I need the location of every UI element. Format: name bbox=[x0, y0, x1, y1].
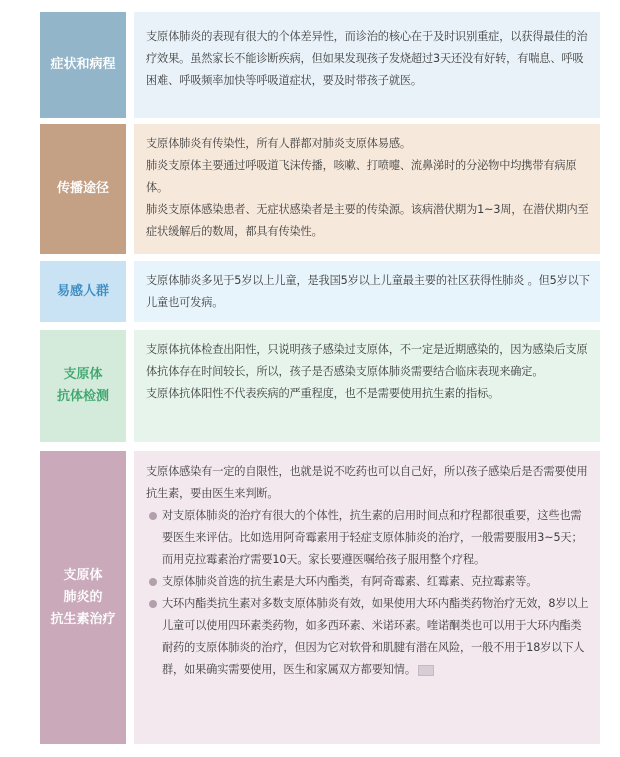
section-susceptible bbox=[40, 261, 600, 322]
bullet-dot-icon bbox=[149, 512, 157, 520]
section-transmission-content bbox=[134, 124, 600, 254]
section-antibiotic-treatment-label-text: 支原体 肺炎的 抗生素治疗 bbox=[50, 567, 116, 627]
section-antibody-test bbox=[40, 330, 600, 442]
paragraph: 支原体肺炎多见于5岁以上儿童，是我国5岁以上儿童最主要的社区获得性肺炎 。但5岁以下儿童也可发病。 bbox=[146, 274, 590, 309]
bullet-text: 支原体肺炎首选的抗生素是大环内酯类，有阿奇霉素、红霉素、克拉霉素等。 bbox=[162, 575, 538, 588]
section-symptoms-label-text: 症状和病程 bbox=[50, 57, 116, 72]
bullet-dot-icon bbox=[149, 600, 157, 608]
section-symptoms-label bbox=[40, 12, 126, 118]
bullet-item bbox=[146, 593, 590, 681]
section-antibiotic-treatment-label bbox=[40, 451, 126, 744]
bullet-text: 大环内酯类抗生素对多数支原体肺炎有效，如果使用大环内酯类药物治疗无效，8岁以上儿童可以使用四环素类药物，如多西环素、米诺环素。喹诺酮类也可以用于大环内酯类耐药的支原体肺炎的治疗，但因为它对软骨和肌腱有潜在风险，一般不用于18岁以下人群，如果确实需要使用，医生和家属双方都要知情。 bbox=[162, 597, 589, 676]
paragraph: 支原体肺炎有传染性，所有人群都对肺炎支原体易感。 bbox=[146, 137, 411, 150]
section-antibody-test-label bbox=[40, 330, 126, 442]
section-antibody-test-content bbox=[134, 330, 600, 442]
paragraph: 支原体抗体检查出阳性，只说明孩子感染过支原体，不一定是近期感染的，因为感染后支原体抗体存在时间较长，所以，孩子是否感染支原体肺炎需要结合临床表现来确定。 bbox=[146, 343, 588, 378]
bullet-dot-icon bbox=[149, 578, 157, 586]
section-susceptible-content bbox=[134, 261, 600, 322]
section-transmission-label bbox=[40, 124, 126, 254]
section-transmission-label-text: 传播途径 bbox=[56, 181, 109, 196]
section-symptoms bbox=[40, 12, 600, 118]
bullet-item bbox=[146, 505, 590, 571]
section-antibiotic-treatment bbox=[40, 451, 600, 744]
end-mark-icon bbox=[418, 665, 434, 676]
section-transmission bbox=[40, 124, 600, 254]
paragraph: 支原体抗体阳性不代表疾病的严重程度，也不是需要使用抗生素的指标。 bbox=[146, 387, 500, 400]
section-susceptible-label-text: 易感人群 bbox=[56, 283, 109, 299]
section-antibody-test-label-text: 支原体 抗体检测 bbox=[56, 367, 109, 404]
section-susceptible-label bbox=[40, 261, 126, 322]
section-antibiotic-treatment-content bbox=[134, 451, 600, 744]
paragraph: 支原体肺炎的表现有很大的个体差异性，而诊治的核心在于及时识别重症，以获得最佳的治疗效果。虽然家长不能诊断疾病，但如果发现孩子发烧超过3天还没有好转，有喘息、呼吸困难、呼吸频率加快等呼吸道症状，要及时带孩子就医。 bbox=[146, 30, 588, 87]
bullet-text: 对支原体肺炎的治疗有很大的个体性，抗生素的启用时间点和疗程都很重要，这些也需要医生来评估。比如选用阿奇霉素用于轻症支原体肺炎的治疗，一般需要服用3~5天；而用克拉霉素治疗需要10天。家长要遵医嘱给孩子服用整个疗程。 bbox=[162, 509, 583, 566]
bullet-item bbox=[146, 571, 590, 593]
paragraph: 支原体感染有一定的自限性，也就是说不吃药也可以自己好，所以孩子感染后是否需要使用抗生素，要由医生来判断。 bbox=[146, 465, 588, 500]
paragraph: 肺炎支原体感染患者、无症状感染者是主要的传染源。该病潜伏期为1~3周，在潜伏期内至症状缓解后的数周，都具有传染性。 bbox=[146, 203, 589, 238]
section-symptoms-content bbox=[134, 12, 600, 118]
paragraph: 肺炎支原体主要通过呼吸道飞沫传播，咳嗽、打喷嚏、流鼻涕时的分泌物中均携带有病原体。 bbox=[146, 159, 577, 194]
